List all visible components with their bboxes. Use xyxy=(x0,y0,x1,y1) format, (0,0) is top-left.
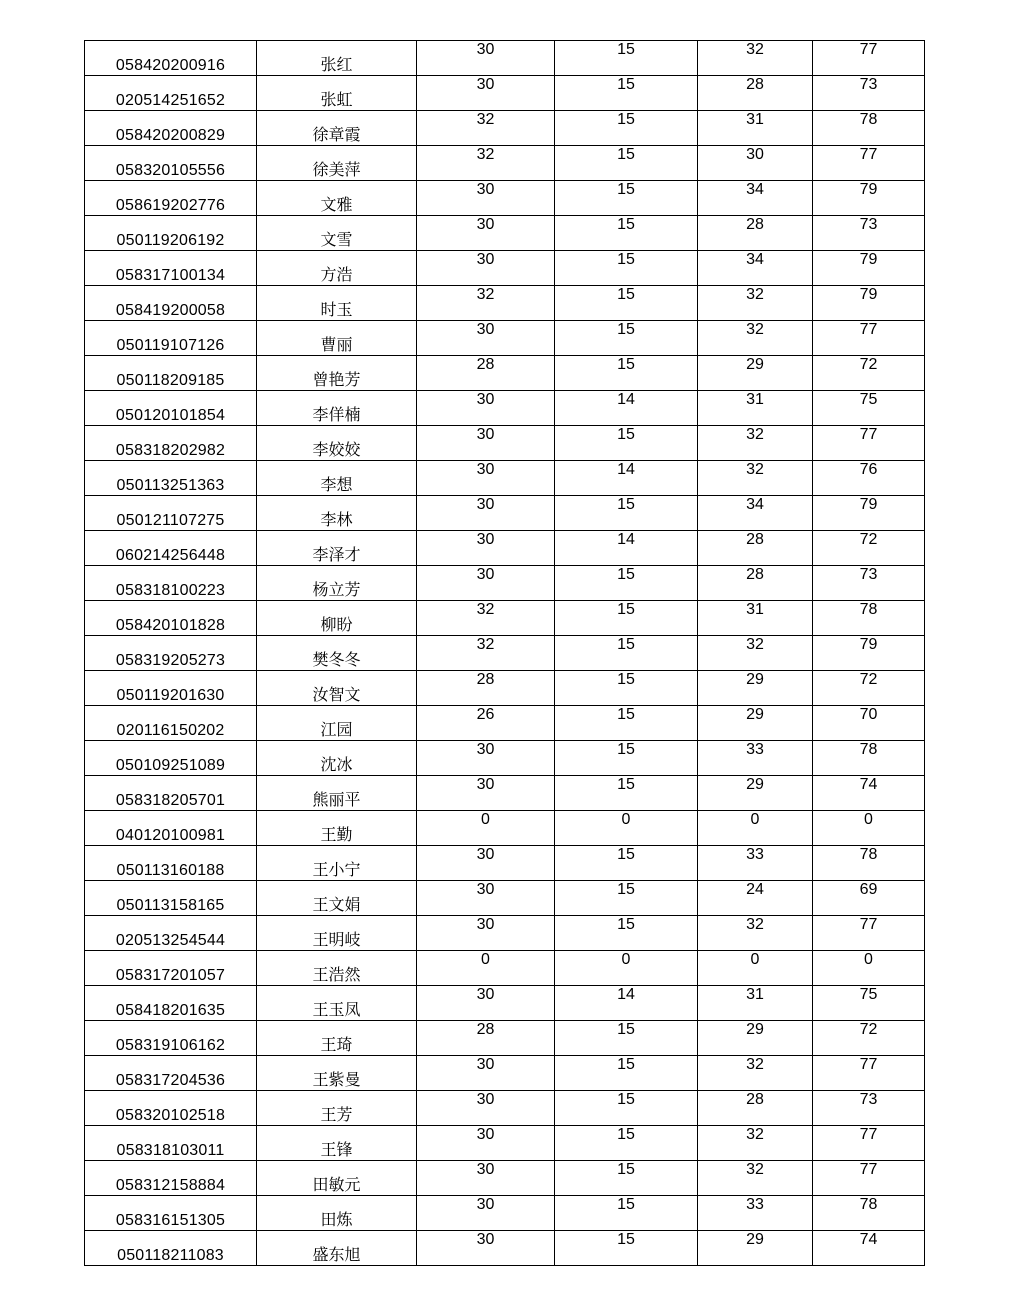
score-3-cell: 32 xyxy=(698,1126,813,1161)
score-table xyxy=(84,40,925,1266)
score-3-cell: 31 xyxy=(698,391,813,426)
candidate-name-cell: 王紫曼 xyxy=(257,1056,417,1091)
table-row xyxy=(85,181,925,216)
candidate-name-cell: 王明岐 xyxy=(257,916,417,951)
candidate-id-cell: 020514251652 xyxy=(85,76,257,111)
score-3-cell: 34 xyxy=(698,496,813,531)
total-score-cell: 78 xyxy=(813,1196,925,1231)
score-1-cell: 30 xyxy=(417,1196,555,1231)
total-score-cell: 75 xyxy=(813,391,925,426)
score-2-cell: 14 xyxy=(555,461,698,496)
candidate-name-cell: 田炼 xyxy=(257,1196,417,1231)
total-score-cell: 78 xyxy=(813,111,925,146)
score-1-cell: 30 xyxy=(417,216,555,251)
table-row xyxy=(85,601,925,636)
score-2-cell: 15 xyxy=(555,1056,698,1091)
score-1-cell: 0 xyxy=(417,951,555,986)
table-row xyxy=(85,426,925,461)
table-row xyxy=(85,1091,925,1126)
candidate-id-cell: 058317201057 xyxy=(85,951,257,986)
candidate-name-cell: 柳盼 xyxy=(257,601,417,636)
score-2-cell: 15 xyxy=(555,566,698,601)
score-2-cell: 15 xyxy=(555,426,698,461)
total-score-cell: 70 xyxy=(813,706,925,741)
table-row xyxy=(85,671,925,706)
score-2-cell: 15 xyxy=(555,321,698,356)
total-score-cell: 74 xyxy=(813,1231,925,1266)
score-1-cell: 30 xyxy=(417,461,555,496)
table-row xyxy=(85,1056,925,1091)
score-2-cell: 15 xyxy=(555,76,698,111)
score-2-cell: 15 xyxy=(555,496,698,531)
candidate-id-cell: 058319205273 xyxy=(85,636,257,671)
total-score-cell: 73 xyxy=(813,76,925,111)
candidate-name-cell: 王小宁 xyxy=(257,846,417,881)
score-1-cell: 30 xyxy=(417,1056,555,1091)
score-3-cell: 34 xyxy=(698,181,813,216)
candidate-name-cell: 汝智文 xyxy=(257,671,417,706)
candidate-id-cell: 058420200916 xyxy=(85,41,257,76)
score-1-cell: 32 xyxy=(417,636,555,671)
candidate-id-cell: 058320105556 xyxy=(85,146,257,181)
score-1-cell: 30 xyxy=(417,1231,555,1266)
score-2-cell: 15 xyxy=(555,706,698,741)
score-2-cell: 15 xyxy=(555,881,698,916)
score-1-cell: 32 xyxy=(417,146,555,181)
candidate-name-cell: 李姣姣 xyxy=(257,426,417,461)
score-1-cell: 30 xyxy=(417,916,555,951)
score-3-cell: 32 xyxy=(698,41,813,76)
total-score-cell: 77 xyxy=(813,1056,925,1091)
score-1-cell: 32 xyxy=(417,286,555,321)
score-1-cell: 30 xyxy=(417,41,555,76)
table-row xyxy=(85,496,925,531)
candidate-name-cell: 李想 xyxy=(257,461,417,496)
score-3-cell: 28 xyxy=(698,76,813,111)
candidate-id-cell: 058318100223 xyxy=(85,566,257,601)
candidate-name-cell: 方浩 xyxy=(257,251,417,286)
score-1-cell: 30 xyxy=(417,426,555,461)
score-1-cell: 32 xyxy=(417,111,555,146)
table-row xyxy=(85,741,925,776)
table-row xyxy=(85,41,925,76)
score-3-cell: 34 xyxy=(698,251,813,286)
score-1-cell: 30 xyxy=(417,181,555,216)
table-row xyxy=(85,251,925,286)
candidate-name-cell: 徐美萍 xyxy=(257,146,417,181)
candidate-name-cell: 樊冬冬 xyxy=(257,636,417,671)
score-1-cell: 30 xyxy=(417,251,555,286)
score-3-cell: 32 xyxy=(698,461,813,496)
score-1-cell: 26 xyxy=(417,706,555,741)
total-score-cell: 72 xyxy=(813,531,925,566)
score-3-cell: 0 xyxy=(698,811,813,846)
candidate-name-cell: 文雅 xyxy=(257,181,417,216)
candidate-id-cell: 050119201630 xyxy=(85,671,257,706)
score-3-cell: 32 xyxy=(698,426,813,461)
total-score-cell: 73 xyxy=(813,566,925,601)
candidate-name-cell: 王文娟 xyxy=(257,881,417,916)
score-3-cell: 28 xyxy=(698,566,813,601)
table-row xyxy=(85,356,925,391)
table-row xyxy=(85,951,925,986)
candidate-id-cell: 058419200058 xyxy=(85,286,257,321)
table-row xyxy=(85,566,925,601)
candidate-id-cell: 050119206192 xyxy=(85,216,257,251)
score-3-cell: 29 xyxy=(698,356,813,391)
candidate-name-cell: 王玉凤 xyxy=(257,986,417,1021)
score-2-cell: 15 xyxy=(555,776,698,811)
score-3-cell: 31 xyxy=(698,601,813,636)
score-1-cell: 30 xyxy=(417,846,555,881)
total-score-cell: 78 xyxy=(813,601,925,636)
score-3-cell: 29 xyxy=(698,671,813,706)
candidate-name-cell: 曹丽 xyxy=(257,321,417,356)
score-1-cell: 30 xyxy=(417,741,555,776)
score-2-cell: 15 xyxy=(555,1231,698,1266)
score-2-cell: 15 xyxy=(555,1021,698,1056)
candidate-id-cell: 058316151305 xyxy=(85,1196,257,1231)
candidate-name-cell: 王琦 xyxy=(257,1021,417,1056)
score-2-cell: 15 xyxy=(555,1091,698,1126)
table-row xyxy=(85,76,925,111)
total-score-cell: 74 xyxy=(813,776,925,811)
candidate-name-cell: 王勤 xyxy=(257,811,417,846)
score-2-cell: 15 xyxy=(555,1196,698,1231)
total-score-cell: 72 xyxy=(813,1021,925,1056)
candidate-name-cell: 王芳 xyxy=(257,1091,417,1126)
candidate-id-cell: 050113160188 xyxy=(85,846,257,881)
score-1-cell: 30 xyxy=(417,76,555,111)
total-score-cell: 77 xyxy=(813,426,925,461)
total-score-cell: 79 xyxy=(813,181,925,216)
candidate-name-cell: 李泽才 xyxy=(257,531,417,566)
score-2-cell: 15 xyxy=(555,1161,698,1196)
score-1-cell: 30 xyxy=(417,531,555,566)
score-3-cell: 33 xyxy=(698,846,813,881)
candidate-name-cell: 盛东旭 xyxy=(257,1231,417,1266)
score-3-cell: 0 xyxy=(698,951,813,986)
candidate-id-cell: 058318202982 xyxy=(85,426,257,461)
score-2-cell: 15 xyxy=(555,846,698,881)
score-2-cell: 15 xyxy=(555,601,698,636)
score-1-cell: 30 xyxy=(417,881,555,916)
score-2-cell: 15 xyxy=(555,916,698,951)
score-3-cell: 30 xyxy=(698,146,813,181)
candidate-name-cell: 熊丽平 xyxy=(257,776,417,811)
score-2-cell: 15 xyxy=(555,146,698,181)
table-row xyxy=(85,1161,925,1196)
table-row xyxy=(85,146,925,181)
score-1-cell: 30 xyxy=(417,321,555,356)
score-1-cell: 30 xyxy=(417,1091,555,1126)
candidate-id-cell: 058319106162 xyxy=(85,1021,257,1056)
candidate-id-cell: 050109251089 xyxy=(85,741,257,776)
candidate-id-cell: 058320102518 xyxy=(85,1091,257,1126)
score-table-body xyxy=(85,41,925,1266)
score-2-cell: 15 xyxy=(555,111,698,146)
total-score-cell: 77 xyxy=(813,321,925,356)
total-score-cell: 77 xyxy=(813,146,925,181)
total-score-cell: 79 xyxy=(813,496,925,531)
score-2-cell: 15 xyxy=(555,636,698,671)
table-row xyxy=(85,1196,925,1231)
score-2-cell: 0 xyxy=(555,951,698,986)
candidate-id-cell: 058318205701 xyxy=(85,776,257,811)
score-3-cell: 24 xyxy=(698,881,813,916)
candidate-id-cell: 060214256448 xyxy=(85,531,257,566)
score-2-cell: 0 xyxy=(555,811,698,846)
candidate-id-cell: 058317100134 xyxy=(85,251,257,286)
score-3-cell: 32 xyxy=(698,636,813,671)
candidate-id-cell: 050118211083 xyxy=(85,1231,257,1266)
table-row xyxy=(85,531,925,566)
total-score-cell: 77 xyxy=(813,1161,925,1196)
total-score-cell: 72 xyxy=(813,671,925,706)
candidate-id-cell: 050118209185 xyxy=(85,356,257,391)
score-1-cell: 30 xyxy=(417,566,555,601)
total-score-cell: 77 xyxy=(813,916,925,951)
candidate-id-cell: 050120101854 xyxy=(85,391,257,426)
candidate-name-cell: 曾艳芳 xyxy=(257,356,417,391)
score-1-cell: 30 xyxy=(417,1126,555,1161)
candidate-name-cell: 江园 xyxy=(257,706,417,741)
candidate-id-cell: 050113251363 xyxy=(85,461,257,496)
table-row xyxy=(85,811,925,846)
score-3-cell: 32 xyxy=(698,1161,813,1196)
candidate-id-cell: 020513254544 xyxy=(85,916,257,951)
candidate-id-cell: 058619202776 xyxy=(85,181,257,216)
candidate-id-cell: 040120100981 xyxy=(85,811,257,846)
score-2-cell: 15 xyxy=(555,286,698,321)
table-row xyxy=(85,916,925,951)
score-1-cell: 30 xyxy=(417,1161,555,1196)
score-3-cell: 31 xyxy=(698,111,813,146)
table-row xyxy=(85,461,925,496)
score-3-cell: 29 xyxy=(698,1021,813,1056)
table-row xyxy=(85,846,925,881)
candidate-name-cell: 田敏元 xyxy=(257,1161,417,1196)
table-row xyxy=(85,286,925,321)
score-1-cell: 30 xyxy=(417,496,555,531)
table-row xyxy=(85,321,925,356)
candidate-id-cell: 058318103011 xyxy=(85,1126,257,1161)
score-3-cell: 32 xyxy=(698,286,813,321)
total-score-cell: 79 xyxy=(813,636,925,671)
candidate-name-cell: 沈冰 xyxy=(257,741,417,776)
table-row xyxy=(85,881,925,916)
candidate-id-cell: 058420200829 xyxy=(85,111,257,146)
score-1-cell: 30 xyxy=(417,391,555,426)
candidate-name-cell: 张虹 xyxy=(257,76,417,111)
score-3-cell: 33 xyxy=(698,1196,813,1231)
total-score-cell: 0 xyxy=(813,951,925,986)
score-2-cell: 15 xyxy=(555,671,698,706)
score-3-cell: 28 xyxy=(698,216,813,251)
candidate-name-cell: 王锋 xyxy=(257,1126,417,1161)
table-row xyxy=(85,216,925,251)
score-3-cell: 28 xyxy=(698,1091,813,1126)
total-score-cell: 78 xyxy=(813,741,925,776)
total-score-cell: 75 xyxy=(813,986,925,1021)
candidate-name-cell: 李林 xyxy=(257,496,417,531)
score-2-cell: 15 xyxy=(555,216,698,251)
total-score-cell: 69 xyxy=(813,881,925,916)
total-score-cell: 73 xyxy=(813,216,925,251)
table-row xyxy=(85,391,925,426)
candidate-id-cell: 020116150202 xyxy=(85,706,257,741)
score-3-cell: 29 xyxy=(698,1231,813,1266)
total-score-cell: 76 xyxy=(813,461,925,496)
score-1-cell: 30 xyxy=(417,776,555,811)
candidate-id-cell: 058420101828 xyxy=(85,601,257,636)
candidate-id-cell: 050119107126 xyxy=(85,321,257,356)
candidate-name-cell: 徐章霞 xyxy=(257,111,417,146)
score-2-cell: 15 xyxy=(555,181,698,216)
score-1-cell: 32 xyxy=(417,601,555,636)
candidate-name-cell: 杨立芳 xyxy=(257,566,417,601)
total-score-cell: 73 xyxy=(813,1091,925,1126)
total-score-cell: 79 xyxy=(813,286,925,321)
candidate-name-cell: 时玉 xyxy=(257,286,417,321)
table-row xyxy=(85,1231,925,1266)
score-1-cell: 28 xyxy=(417,356,555,391)
candidate-id-cell: 058317204536 xyxy=(85,1056,257,1091)
candidate-name-cell: 张红 xyxy=(257,41,417,76)
score-1-cell: 28 xyxy=(417,1021,555,1056)
score-1-cell: 0 xyxy=(417,811,555,846)
score-3-cell: 32 xyxy=(698,916,813,951)
candidate-id-cell: 058312158884 xyxy=(85,1161,257,1196)
score-2-cell: 15 xyxy=(555,41,698,76)
score-3-cell: 32 xyxy=(698,321,813,356)
total-score-cell: 77 xyxy=(813,1126,925,1161)
total-score-cell: 78 xyxy=(813,846,925,881)
table-row xyxy=(85,1126,925,1161)
score-3-cell: 31 xyxy=(698,986,813,1021)
table-row xyxy=(85,706,925,741)
score-3-cell: 29 xyxy=(698,776,813,811)
score-2-cell: 15 xyxy=(555,356,698,391)
candidate-id-cell: 050113158165 xyxy=(85,881,257,916)
score-2-cell: 15 xyxy=(555,251,698,286)
score-1-cell: 28 xyxy=(417,671,555,706)
score-2-cell: 14 xyxy=(555,531,698,566)
score-3-cell: 28 xyxy=(698,531,813,566)
score-3-cell: 33 xyxy=(698,741,813,776)
table-row xyxy=(85,111,925,146)
table-row xyxy=(85,1021,925,1056)
score-2-cell: 15 xyxy=(555,1126,698,1161)
candidate-name-cell: 王浩然 xyxy=(257,951,417,986)
total-score-cell: 0 xyxy=(813,811,925,846)
candidate-id-cell: 050121107275 xyxy=(85,496,257,531)
table-row xyxy=(85,776,925,811)
score-3-cell: 32 xyxy=(698,1056,813,1091)
total-score-cell: 72 xyxy=(813,356,925,391)
total-score-cell: 77 xyxy=(813,41,925,76)
candidate-id-cell: 058418201635 xyxy=(85,986,257,1021)
score-2-cell: 14 xyxy=(555,391,698,426)
table-row xyxy=(85,636,925,671)
table-row xyxy=(85,986,925,1021)
score-1-cell: 30 xyxy=(417,986,555,1021)
total-score-cell: 79 xyxy=(813,251,925,286)
candidate-name-cell: 文雪 xyxy=(257,216,417,251)
candidate-name-cell: 李佯楠 xyxy=(257,391,417,426)
score-2-cell: 15 xyxy=(555,741,698,776)
score-2-cell: 14 xyxy=(555,986,698,1021)
score-3-cell: 29 xyxy=(698,706,813,741)
